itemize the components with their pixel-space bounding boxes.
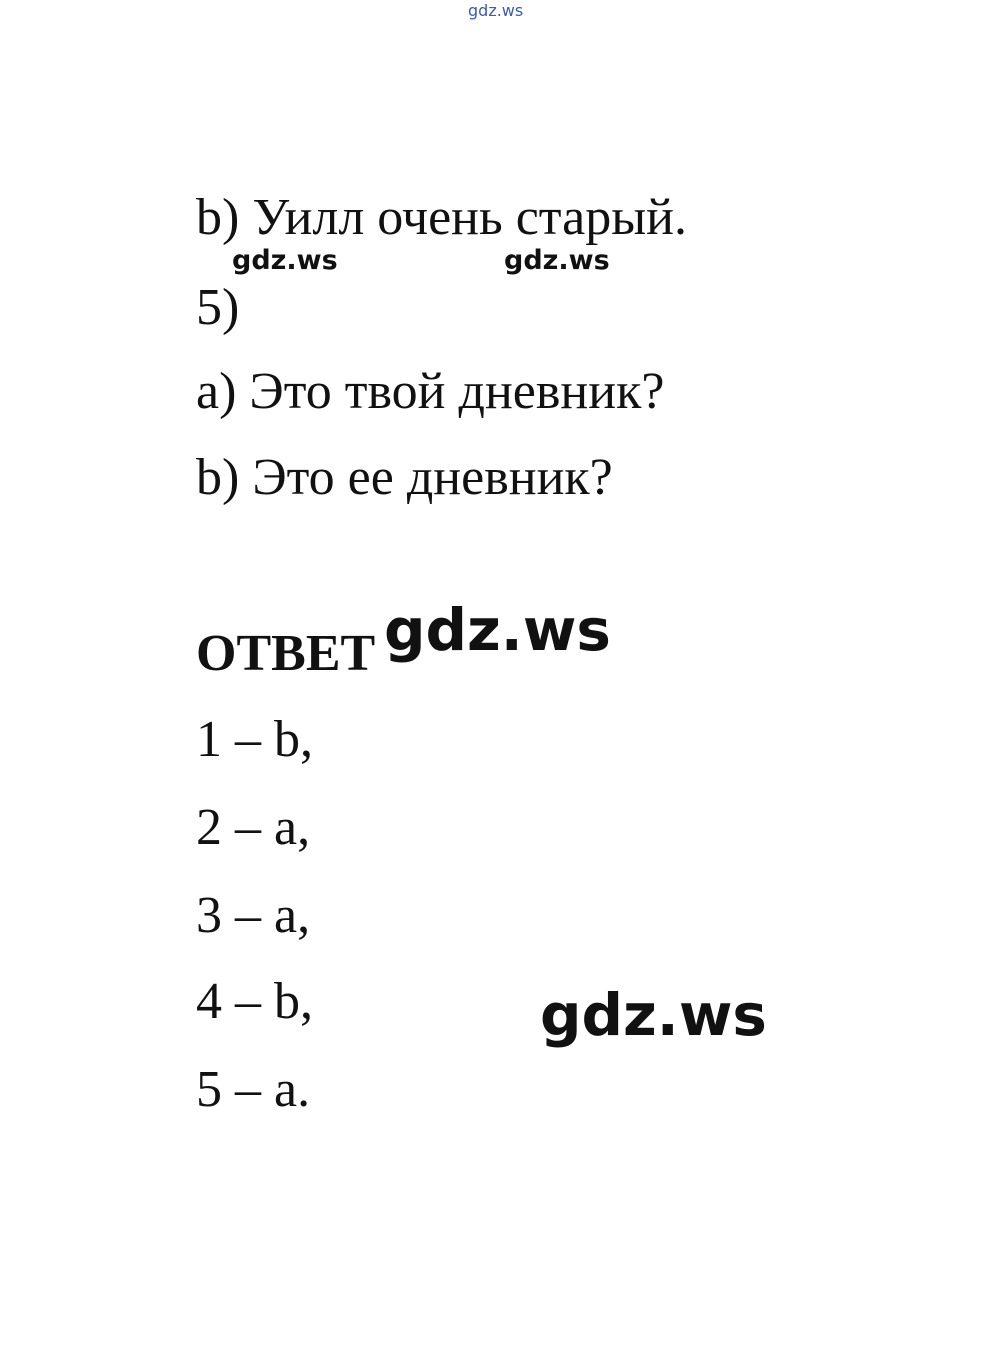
- answer-item-1: 1 – b,: [196, 711, 313, 768]
- answer-item-3: 3 – a,: [196, 887, 311, 944]
- watermark-small-right: gdz.ws: [504, 245, 610, 276]
- watermark-top: gdz.ws: [468, 1, 524, 20]
- watermark-small-left: gdz.ws: [232, 245, 338, 276]
- answer-heading: ОТВЕТ: [196, 625, 376, 682]
- watermark-answer: gdz.ws: [384, 596, 611, 664]
- exercise-line-5b: b) Это ее дневник?: [196, 449, 613, 506]
- exercise-line-5a: a) Это твой дневник?: [196, 363, 665, 420]
- answer-item-2: 2 – a,: [196, 799, 311, 856]
- answer-item-4: 4 – b,: [196, 973, 313, 1030]
- watermark-bottom: gdz.ws: [540, 981, 767, 1049]
- exercise-number-5: 5): [196, 279, 240, 336]
- answer-item-5: 5 – a.: [196, 1061, 311, 1118]
- exercise-line-4b: b) Уилл очень старый.: [196, 189, 688, 246]
